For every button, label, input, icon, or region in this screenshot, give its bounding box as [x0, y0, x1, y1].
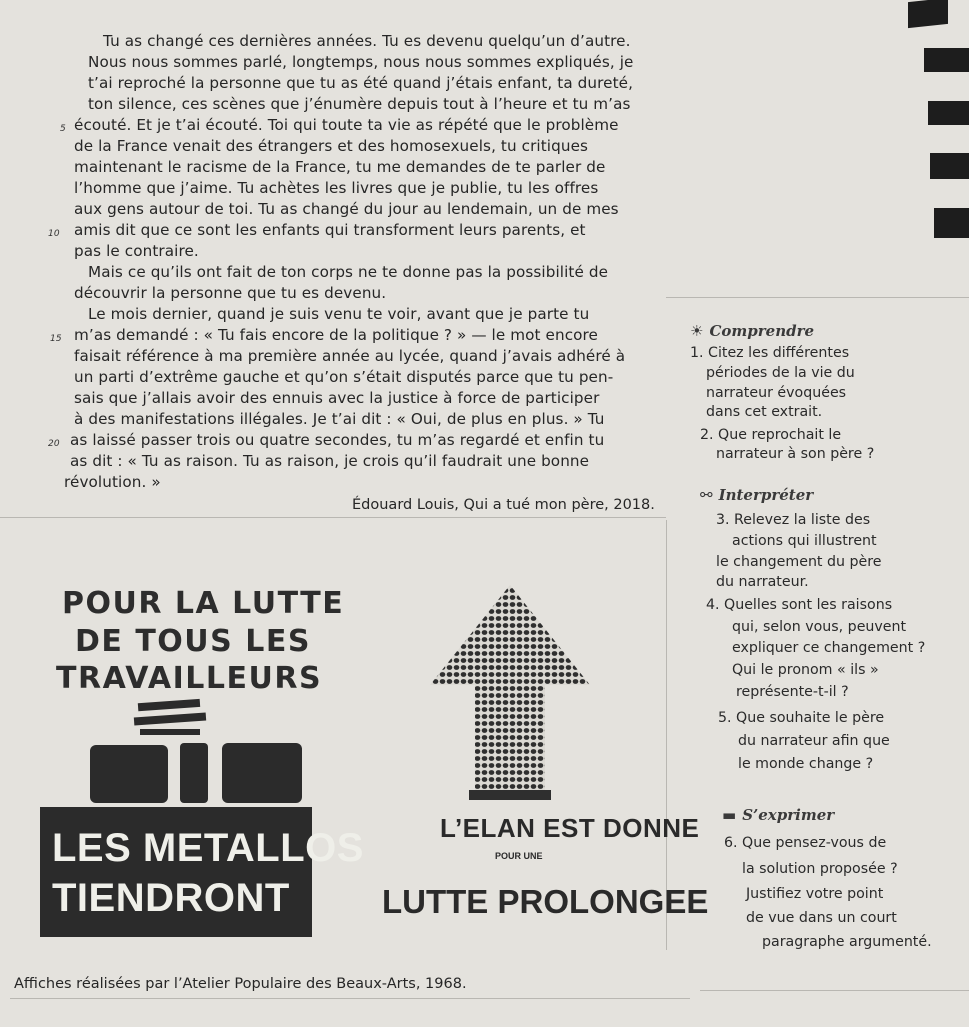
- question-line: la solution proposée ?: [742, 861, 898, 877]
- poster-line: POUR LA LUTTE: [62, 586, 345, 621]
- excerpt-text: t’ai reproché la personne que tu as été quand j’étais enfant, ta dureté,: [88, 74, 634, 92]
- line-number: 15: [50, 334, 62, 344]
- excerpt-text: aux gens autour de toi. Tu as changé du jour au lendemain, un de mes: [74, 200, 619, 218]
- section-title: Comprendre: [709, 322, 815, 340]
- edge-tab: [908, 0, 948, 28]
- question-line: périodes de la vie du: [706, 365, 855, 381]
- line-number: 20: [48, 439, 60, 449]
- question-line: de vue dans un court: [746, 910, 897, 926]
- poster-line: LES METALLOS: [52, 826, 364, 870]
- block-shape: [222, 743, 302, 803]
- excerpt-text: m’as demandé : « Tu fais encore de la politique ? » — le mot encore: [74, 326, 598, 344]
- question-line: du narrateur.: [716, 574, 809, 590]
- excerpt-text: maintenant le racisme de la France, tu me demandes de te parler de: [74, 158, 606, 176]
- question-line: expliquer ce changement ?: [732, 640, 926, 656]
- arrow-base: [469, 790, 551, 800]
- question-line: narrateur à son père ?: [716, 446, 875, 462]
- line-number: 10: [48, 229, 60, 239]
- section-comprendre: [690, 322, 814, 340]
- question-line: 2. Que reprochait le: [700, 427, 842, 443]
- excerpt-text: de la France venait des étrangers et des homosexuels, tu critiques: [74, 137, 589, 155]
- edge-tab: [928, 101, 969, 125]
- question-line: Qui le pronom « ils »: [732, 662, 879, 678]
- link-icon: ⚯: [700, 486, 713, 504]
- excerpt-text: pas le contraire.: [74, 242, 199, 260]
- question-line: représente-t-il ?: [736, 684, 849, 700]
- question-line: 6. Que pensez-vous de: [724, 835, 887, 851]
- poster-line: LUTTE PROLONGEE: [382, 883, 709, 920]
- section-sexprimer: [722, 806, 834, 824]
- question-line: le changement du père: [716, 554, 882, 570]
- excerpt-text: Le mois dernier, quand je suis venu te voir, avant que je parte tu: [88, 305, 590, 323]
- poster-line: DE TOUS LES: [75, 624, 311, 659]
- excerpt-text: as laissé passer trois ou quatre secondes, tu m’as regardé et enfin tu: [70, 431, 605, 449]
- caption: Affiches réalisées par l’Atelier Populaire des Beaux-Arts, 1968.: [14, 976, 467, 992]
- question-line: dans cet extrait.: [706, 404, 823, 420]
- excerpt-text: ton silence, ces scènes que j’énumère depuis tout à l’heure et tu m’as: [88, 95, 631, 113]
- poster-line: TIENDRONT: [52, 876, 290, 920]
- bar-shape: [134, 712, 206, 725]
- section-title: Interpréter: [718, 486, 814, 504]
- edge-tab: [934, 208, 969, 238]
- excerpt-text: Nous nous sommes parlé, longtemps, nous nous sommes expliqués, je: [88, 53, 634, 71]
- block-shape: [180, 743, 208, 803]
- citation: Édouard Louis, Qui a tué mon père, 2018.: [352, 497, 655, 513]
- excerpt-text: faisait référence à ma première année au lycée, quand j’avais adhéré à: [74, 347, 626, 365]
- edge-tab: [924, 48, 969, 72]
- arrow-shape: [430, 585, 590, 795]
- poster-line: POUR UNE: [495, 851, 543, 861]
- section-title: S’exprimer: [742, 806, 835, 824]
- question-line: paragraphe argumenté.: [762, 934, 932, 950]
- bar-shape: [138, 699, 200, 711]
- excerpt-text: à des manifestations illégales. Je t’ai dit : « Oui, de plus en plus. » Tu: [74, 410, 605, 428]
- divider: [666, 297, 969, 298]
- edge-tab: [930, 153, 969, 179]
- bar-shape: [140, 729, 200, 735]
- question-line: 5. Que souhaite le père: [718, 710, 885, 726]
- excerpt-text: l’homme que j’aime. Tu achètes les livres que je publie, tu les offres: [74, 179, 599, 197]
- poster-line: L’ELAN EST DONNE: [440, 813, 700, 843]
- divider: [10, 998, 690, 999]
- excerpt-text: Tu as changé ces dernières années. Tu es devenu quelqu’un d’autre.: [103, 32, 631, 50]
- excerpt-text: sais que j’allais avoir des ennuis avec la justice à force de participer: [74, 389, 600, 407]
- divider: [0, 517, 666, 518]
- excerpt-text: as dit : « Tu as raison. Tu as raison, je crois qu’il faudrait une bonne: [70, 452, 590, 470]
- question-line: qui, selon vous, peuvent: [732, 619, 907, 635]
- question-line: actions qui illustrent: [732, 533, 877, 549]
- excerpt-text: Mais ce qu’ils ont fait de ton corps ne te donne pas la possibilité de: [88, 263, 609, 281]
- section-interpreter: [700, 486, 813, 504]
- poster-line: TRAVAILLEURS: [56, 661, 323, 696]
- question-line: Justifiez votre point: [746, 886, 884, 902]
- question-line: du narrateur afin que: [738, 733, 890, 749]
- question-line: narrateur évoquées: [706, 385, 847, 401]
- question-line: 3. Relevez la liste des: [716, 512, 871, 528]
- excerpt-text: découvrir la personne que tu es devenu.: [74, 284, 387, 302]
- question-line: le monde change ?: [738, 756, 874, 772]
- excerpt-text: un parti d’extrême gauche et qu’on s’était disputés parce que tu pen-: [74, 368, 614, 386]
- divider: [700, 990, 969, 991]
- sun-icon: ☀: [690, 322, 704, 340]
- arrow-crowd-graphic: [425, 580, 595, 810]
- excerpt-text: écouté. Et je t’ai écouté. Toi qui toute ta vie as répété que le problème: [74, 116, 619, 134]
- excerpt-text: amis dit que ce sont les enfants qui transforment leurs parents, et: [74, 221, 586, 239]
- question-line: 1. Citez les différentes: [690, 345, 850, 361]
- speech-bubble-icon: ▬: [722, 806, 737, 824]
- block-shape: [90, 745, 168, 803]
- question-line: 4. Quelles sont les raisons: [706, 597, 893, 613]
- line-number: 5: [60, 124, 66, 134]
- excerpt-text: révolution. »: [64, 473, 161, 491]
